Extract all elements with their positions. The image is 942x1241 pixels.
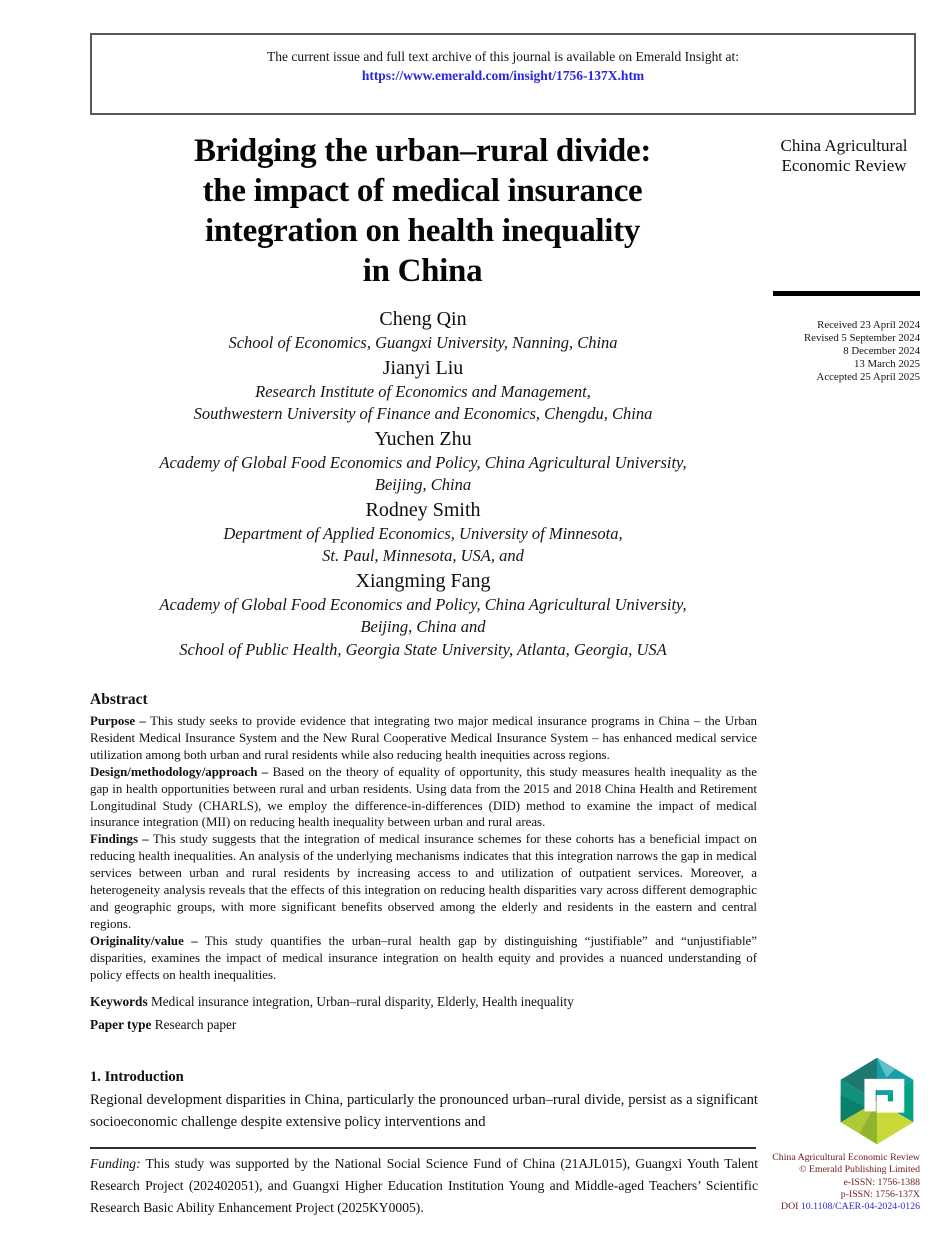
date-line: 8 December 2024 (843, 345, 920, 357)
date-line: 13 March 2025 (854, 358, 920, 370)
abstract-label: Design/methodology/approach – (90, 764, 269, 779)
author-affiliation: Academy of Global Food Economics and Policy, China Agricultural University, (159, 594, 687, 614)
introduction-text: Regional development disparities in China, particularly the pronounced urban–rural divide, persist as a significant socioeconomic challenge despite extensive policy interventions and (90, 1092, 758, 1130)
imprint-doi-line (756, 1201, 920, 1213)
emerald-logo (833, 1056, 921, 1146)
abstract-design: Design/methodology/approach – Based on the theory of equality of opportunity, this study measures health inequality as the gap in health opportunities between rural and urban residents. Using data from the 2015 and 2018 China Health and Retirement Longitudinal Study (CHARLS), we employ the difference-in-differences (DID) method to examine the impact of medical insurance integration (MII) on reducing health inequality between urban and rural areas. (90, 764, 757, 830)
title-line: integration on health inequality (204, 213, 641, 249)
introduction-heading: 1. Introduction (90, 1069, 184, 1085)
author-affiliation: School of Public Health, Georgia State University, Atlanta, Georgia, USA (179, 639, 667, 659)
abstract-label: Findings – (90, 832, 149, 847)
funding-text: This study was supported by the National Social Science Fund of China (21AJL015), Guangxi Youth Talent Research Project (202402051), and Guangxi Higher Education Institution Young and Middle-aged Teachers’ Scientific Research Basic Ability Enhancement Project (2025KY0005). (90, 1156, 758, 1215)
journal-name: China Agricultural Economic Review (780, 136, 908, 175)
paper-type-text: Research paper (154, 1016, 237, 1032)
logo-e-glyph (870, 1085, 899, 1112)
funding-footnote (90, 1153, 758, 1218)
author-affiliation: St. Paul, Minnesota, USA, and (322, 546, 524, 565)
journal-notice-box (90, 33, 916, 115)
abstract-label: Purpose – (90, 714, 146, 728)
keywords-label: Keywords (90, 993, 148, 1009)
author-affiliation: Department of Applied Economics, University of Minnesota, (223, 523, 623, 543)
funding-label: Funding: (90, 1156, 141, 1171)
author-affiliation: Southwestern University of Finance and Economics, Chengdu, China (193, 404, 653, 423)
abstract-heading: Abstract (90, 691, 148, 708)
author-affiliation: Research Institute of Economics and Management, (255, 381, 591, 401)
abstract-findings: Findings – This study suggests that the integration of medical insurance schemes for these cohorts has a beneficial impact on reducing health inequalities. An analysis of the underlying mechanisms indicates that this integration narrows the gap in medical services between urban and rural residents by increasing access to and utilization of outpatient services. Moreover, a heterogeneity analysis reveals that the effects of this integration on reducing health disparities vary across different demographic and geographic groups, with more significant benefits observed among the elderly and residents in the eastern and central regions. (90, 832, 757, 931)
author-affiliation: Beijing, China and (360, 617, 486, 636)
keywords-line (90, 993, 757, 1010)
title-line: Bridging the urban–rural divide: (193, 133, 652, 169)
abstract-label: Originality/value – (90, 933, 198, 948)
date-line: Accepted 25 April 2025 (816, 371, 920, 383)
abstract-originality: Originality/value – This study quantifies the urban–rural health gap by distinguishing “justifiable” and “unjustifiable” disparities, examines the impact of medical insurance integration on health equity and provides a nuanced understanding of policy effects on health inequalities. (90, 933, 757, 982)
author-name: Jianyi Liu (382, 356, 464, 379)
paper-title (90, 131, 755, 291)
date-line: Revised 5 September 2024 (803, 332, 920, 344)
keywords-text: Medical insurance integration, Urban–rural disparity, Elderly, Health inequality (150, 993, 574, 1009)
imprint-copyright: © Emerald Publishing Limited (799, 1164, 920, 1176)
title-line: the impact of medical insurance (202, 173, 643, 209)
author-affiliation: Beijing, China (374, 475, 472, 494)
abstract-purpose: Purpose – This study seeks to provide evidence that integrating two major medical insurance programs in China – the Urban Resident Medical Insurance System and the New Rural Cooperative Medical Insurance System – has enhanced medical service utilization among both urban and rural residents while also reducing health inequities across regions. (90, 714, 757, 762)
date-line: Received 23 April 2024 (817, 319, 920, 331)
doi-label: DOI (781, 1201, 801, 1213)
authors-block (84, 306, 762, 661)
footnote-rule (90, 1147, 756, 1149)
title-line: in China (362, 253, 483, 289)
paper-type-label: Paper type (90, 1016, 152, 1032)
article-history (758, 319, 920, 384)
author-affiliation: School of Economics, Guangxi University, Nanning, China (228, 333, 618, 352)
doi-link[interactable]: 10.1108/CAER-04-2024-0126 (800, 1201, 920, 1213)
author-name: Yuchen Zhu (374, 427, 472, 450)
author-name: Rodney Smith (365, 498, 481, 521)
author-name: Cheng Qin (379, 308, 467, 330)
imprint-pissn: p-ISSN: 1756-137X (840, 1188, 920, 1200)
abstract-section (90, 691, 757, 1033)
imprint-eissn: e-ISSN: 1756-1388 (843, 1176, 920, 1188)
notice-text: The current issue and full text archive of this journal is available on Emerald Insight at: (267, 49, 739, 64)
paper-type-line (90, 1016, 757, 1033)
introduction-section (90, 1068, 758, 1133)
imprint-journal: China Agricultural Economic Review (772, 1152, 920, 1163)
journal-archive-link[interactable]: https://www.emerald.com/insight/1756-137X.htm (361, 68, 645, 83)
author-name: Xiangming Fang (355, 569, 491, 592)
imprint-block (756, 1152, 920, 1213)
author-affiliation: Academy of Global Food Economics and Policy, China Agricultural University, (159, 452, 687, 472)
divider-bar (773, 291, 920, 296)
